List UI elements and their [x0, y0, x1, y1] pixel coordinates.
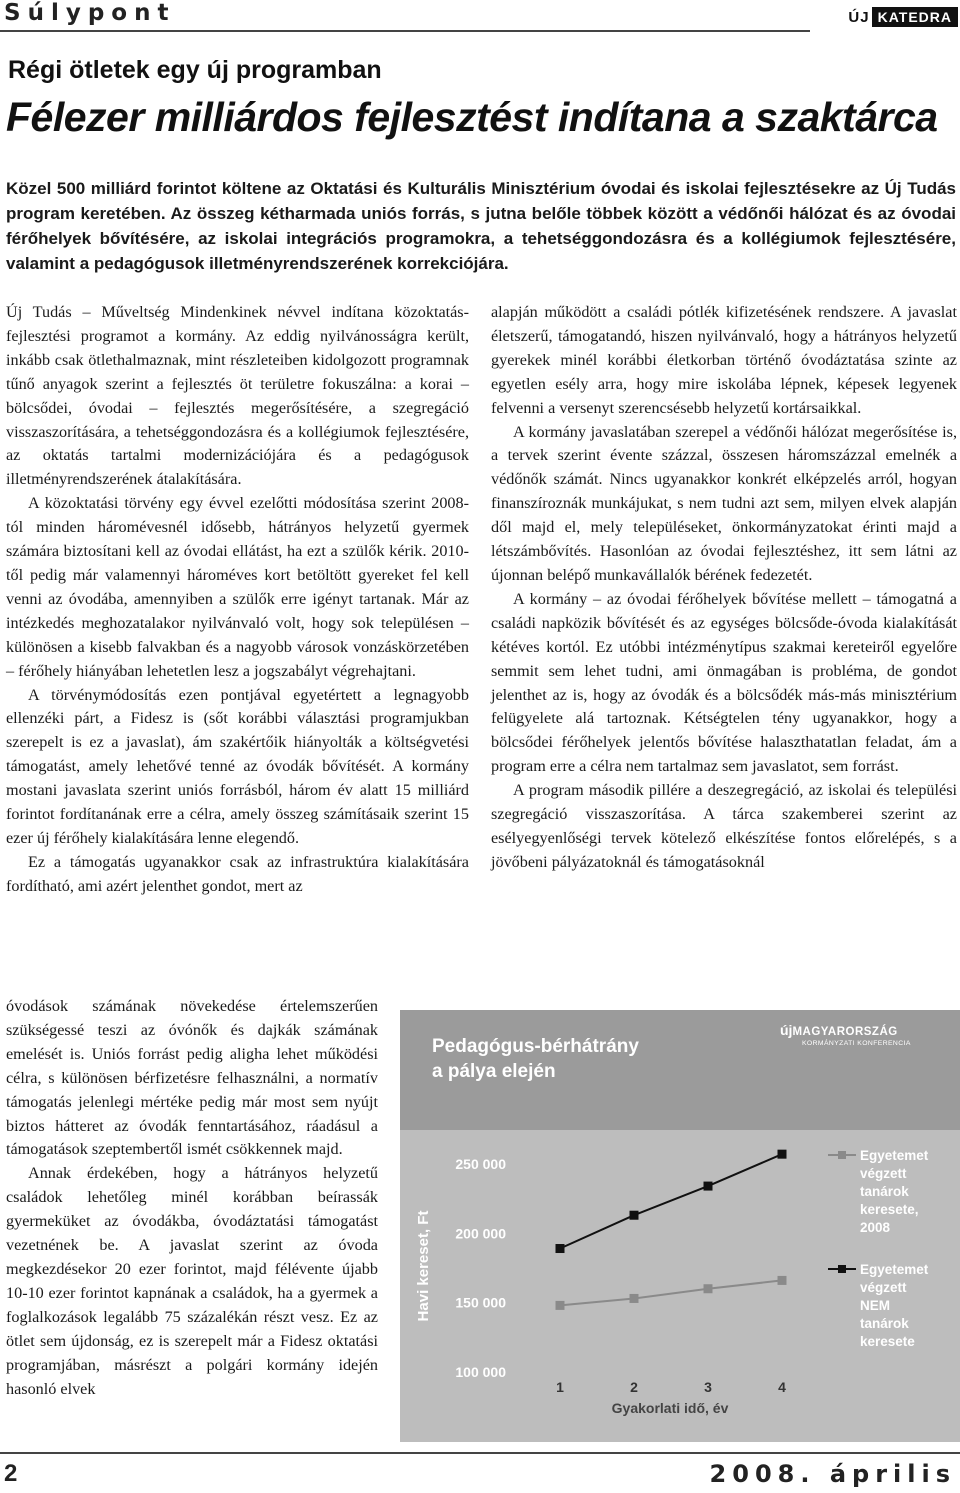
legend-label: keresete, — [860, 1202, 919, 1217]
x-tick-label: 2 — [630, 1379, 638, 1395]
source-prefix: új — [780, 1022, 793, 1038]
legend-label: NEM — [860, 1298, 890, 1313]
legend-label: Egyetemet — [860, 1262, 929, 1277]
paragraph: A törvénymódosítás ezen pontjával egyetértett a legnagyobb ellenzéki párt, a Fidesz is (sőt korábbi választási programjukban szerepelt is ez a javaslat), ám szakértőik hiányolták a költségvetési támogatást, amely lehetővé tenné az óvodák bővítését. A kormány mostani javaslata szerint uniós forrásból, három év alatt 15 milliárd forintot fordítanának erre a célra, amely összeg számításaik szerint 15 ezer új férőhely kialakítására lenne elegendő. — [6, 685, 469, 847]
paragraph: A kormány javaslatában szerepel a védőnői hálózat megerősítése is, a tervek szerint évente százzal, összesen háromszázzal emelnék a védőnők számát. Nincs ugyanakkor konkrét elképzelés arról, hogyan finanszíroznák munkájukat, s nem tudni azt sem, milyen elvek alapján dől majd el, mely településeket, önkormányzatokat érinti majd a létszámbővítés. Hasonlóan az óvodai fejlesztéshez, itt sem látni az újonnan belépő munkavállalók bérének fedezetét. — [491, 422, 957, 584]
data-point — [630, 1211, 639, 1220]
source-name: MAGYARORSZÁG — [792, 1026, 898, 1038]
legend-label: Egyetemet — [860, 1148, 929, 1163]
paragraph: Ez a támogatás ugyanakkor csak az infrastruktúra kialakítására fordítható, ami azért jelenthet gondot, mert az — [6, 852, 469, 895]
legend-label: 2008 — [860, 1220, 891, 1235]
paragraph: Új Tudás – Műveltség Mindenkinek névvel indítana közoktatás-fejlesztési programot a kormány. Az eddig nyilvánosságra került, inkább csak ötlethalmaznak, mint részleteiben kidolgozott programnak tűnő anyagok szerint a fejlesztés öt területre fokuszálna: a korai – bölcsődei, óvodai – fejlesztés megerősítésére, a szegregáció visszaszorítására, a tehetséggondozásra és a kollégiumok fejlesztésére, az oktatás tartalmi modernizációjára és a pedagógusok illetményrendszerének átalakítására. — [6, 303, 469, 489]
magazine-logo — [848, 6, 958, 28]
article-subtitle: Régi ötletek egy új programban — [8, 56, 382, 84]
paragraph: alapján működött a családi pótlék kifizetésének rendszere. A javaslat életszerű, támogatandó, hiszen nyilvánvaló, hogy a hátrányos helyzetű gyerekek minél korábbi életkorban történő óvodáztatása szinte az egyetlen esély arra, hogy mire iskolába lépnek, képesek legyenek felvenni a versenyt szerencsésebb helyzetű kortársaikkal. — [491, 303, 957, 417]
line-chart — [400, 1130, 960, 1442]
y-tick-label: 150 000 — [455, 1294, 506, 1311]
section-label: Súlypont — [4, 0, 176, 26]
page-number: 2 — [4, 1460, 18, 1487]
y-tick-label: 100 000 — [455, 1364, 506, 1380]
brand-name: KATEDRA — [872, 7, 958, 27]
y-tick-label: 200 000 — [455, 1225, 506, 1242]
footer-rule — [0, 1452, 960, 1454]
data-point — [556, 1301, 565, 1310]
chart-area — [400, 1130, 960, 1442]
x-tick-label: 3 — [704, 1379, 712, 1395]
brand-prefix: ÚJ — [848, 8, 870, 26]
issue-date: 2008. április — [709, 1460, 956, 1488]
series-line — [560, 1280, 782, 1305]
legend-label: tanárok — [860, 1316, 909, 1331]
legend-label: végzett — [860, 1280, 907, 1295]
legend-label: keresete — [860, 1334, 915, 1349]
paragraph: A program második pillére a deszegregáció, az iskolai és települési szegregáció visszaszorítása. A tárca szakemberei szerint az esélyegyenlőségi tervek kötelező elkészítése fontos előrelépés, s a jövőbeni pályázatoknál és támogatásoknál — [491, 781, 957, 871]
source-subtitle: KORMÁNYZATI KONFERENCIA — [802, 1040, 911, 1047]
header-rule — [0, 24, 960, 40]
body-column-left-continued — [6, 995, 378, 1401]
data-point — [704, 1284, 713, 1293]
y-axis-label: Havi kereset, Ft — [415, 1210, 432, 1322]
body-column-left — [6, 301, 469, 899]
legend-label: végzett — [860, 1166, 907, 1181]
paragraph: A közoktatási törvény egy évvel ezelőtti módosítása szerint 2008-tól minden háromévesnél idősebb, hátrányos helyzetű gyermek számára biztosítani kell az óvodai ellátást, ha ezt a szülők kérik. 2010-től pedig már valamennyi hároméves kort betöltött gyereket fel kell venni az óvodába, amennyiben a szülők erre igényt tartanak. Már az intézkedés meghozatalakor nyilvánvaló volt, hogy sok településen – különösen a kisebb falvakban és a nagyobb városok vonzáskörzetében – férőhely hiányában lehetetlen lesz a jogszabályt végrehajtani. — [6, 494, 469, 680]
chart-title-line-1: Pedagógus-bérhátrány — [432, 1036, 639, 1057]
paragraph: Annak érdekében, hogy a hátrányos helyzetű családok lehetőleg minél korábban beírassák gyermeküket az óvodákba, óvodáztatási támogatást vezetnének be. A javaslat szerint az óvoda megkezdésekor 20 ezer forintot, majd félévente újabb 10-10 ezer forintot kapnának a családok, ha a gyermek a foglalkozások legalább 75 százalékán részt vesz. Ez az ötlet sem újdonság, ez is szerepelt már a Fidesz oktatási programjában, másrészt a polgári kormány idején hasonló elvek — [6, 1164, 378, 1398]
series-line — [560, 1154, 782, 1248]
data-point — [556, 1244, 565, 1253]
article-lead: Közel 500 milliárd forintot költene az Oktatási és Kulturális Minisztérium óvodai és iskolai fejlesztésekre az Új Tudás program keretében. Az összeg kétharmada uniós forrás, s jutna belőle többek között a védőnői hálózat és az óvodai férőhelyek bővítésére, az iskolai integrációs programokra, a tehetséggondozásra és a kollégiumok fejlesztésére, valamint a pedagógusok illetményrendszerének korrekciójára. — [6, 179, 956, 273]
legend-marker — [838, 1151, 846, 1159]
y-tick-label: 250 000 — [455, 1155, 506, 1172]
x-tick-label: 4 — [778, 1379, 786, 1395]
source-logo — [780, 1022, 950, 1047]
chart-box — [400, 1010, 960, 1442]
article-title: Félezer milliárdos fejlesztést indítana a szaktárca — [6, 94, 938, 140]
paragraph: A kormány – az óvodai férőhelyek bővítése mellett – támogatná a családi napközik bővítését és az egységes bölcsőde-óvoda kialakítását kétéves kortól. Ez utóbbi intézménytípus szakmai kereteiről egyelőre semmit sem lehet tudni, ami önmagában is probléma, de gondot jelenthet az is, hogy az óvodák és a bölcsődék más-más minisztérium felügyelete alá tartoznak. Kétségtelen tény ugyanakkor, hogy a bölcsődei férőhelyek jelentős bővítése halaszthatatlan feladat, ám a program erre a célra nem tartalmaz sem javaslatot, sem forrást. — [491, 589, 957, 776]
data-point — [778, 1276, 787, 1285]
legend-label: tanárok — [860, 1184, 909, 1199]
data-point — [704, 1182, 713, 1191]
chart-header — [400, 1010, 960, 1130]
data-point — [778, 1150, 787, 1159]
body-column-right — [491, 301, 957, 875]
data-point — [630, 1294, 639, 1303]
legend-marker — [838, 1265, 846, 1273]
chart-title-line-2: a pálya elején — [432, 1061, 556, 1082]
chart-title — [432, 1034, 639, 1084]
x-axis-label: Gyakorlati idő, év — [611, 1400, 729, 1416]
paragraph: óvodások számának növekedése értelemszerűen szükségessé teszi az óvónők és dajkák számának emelését is. Uniós forrást pedig aligha lehet működési célra, s különösen bérfizetésre felhasználni, a normatív támogatás jelenlegi mértéke pedig már most sem nyújt biztos hátteret az óvodák fenntartásához, ráadásul a támogatások szeptembertől ismét csökkennek majd. — [6, 997, 378, 1159]
x-tick-label: 1 — [556, 1379, 564, 1395]
